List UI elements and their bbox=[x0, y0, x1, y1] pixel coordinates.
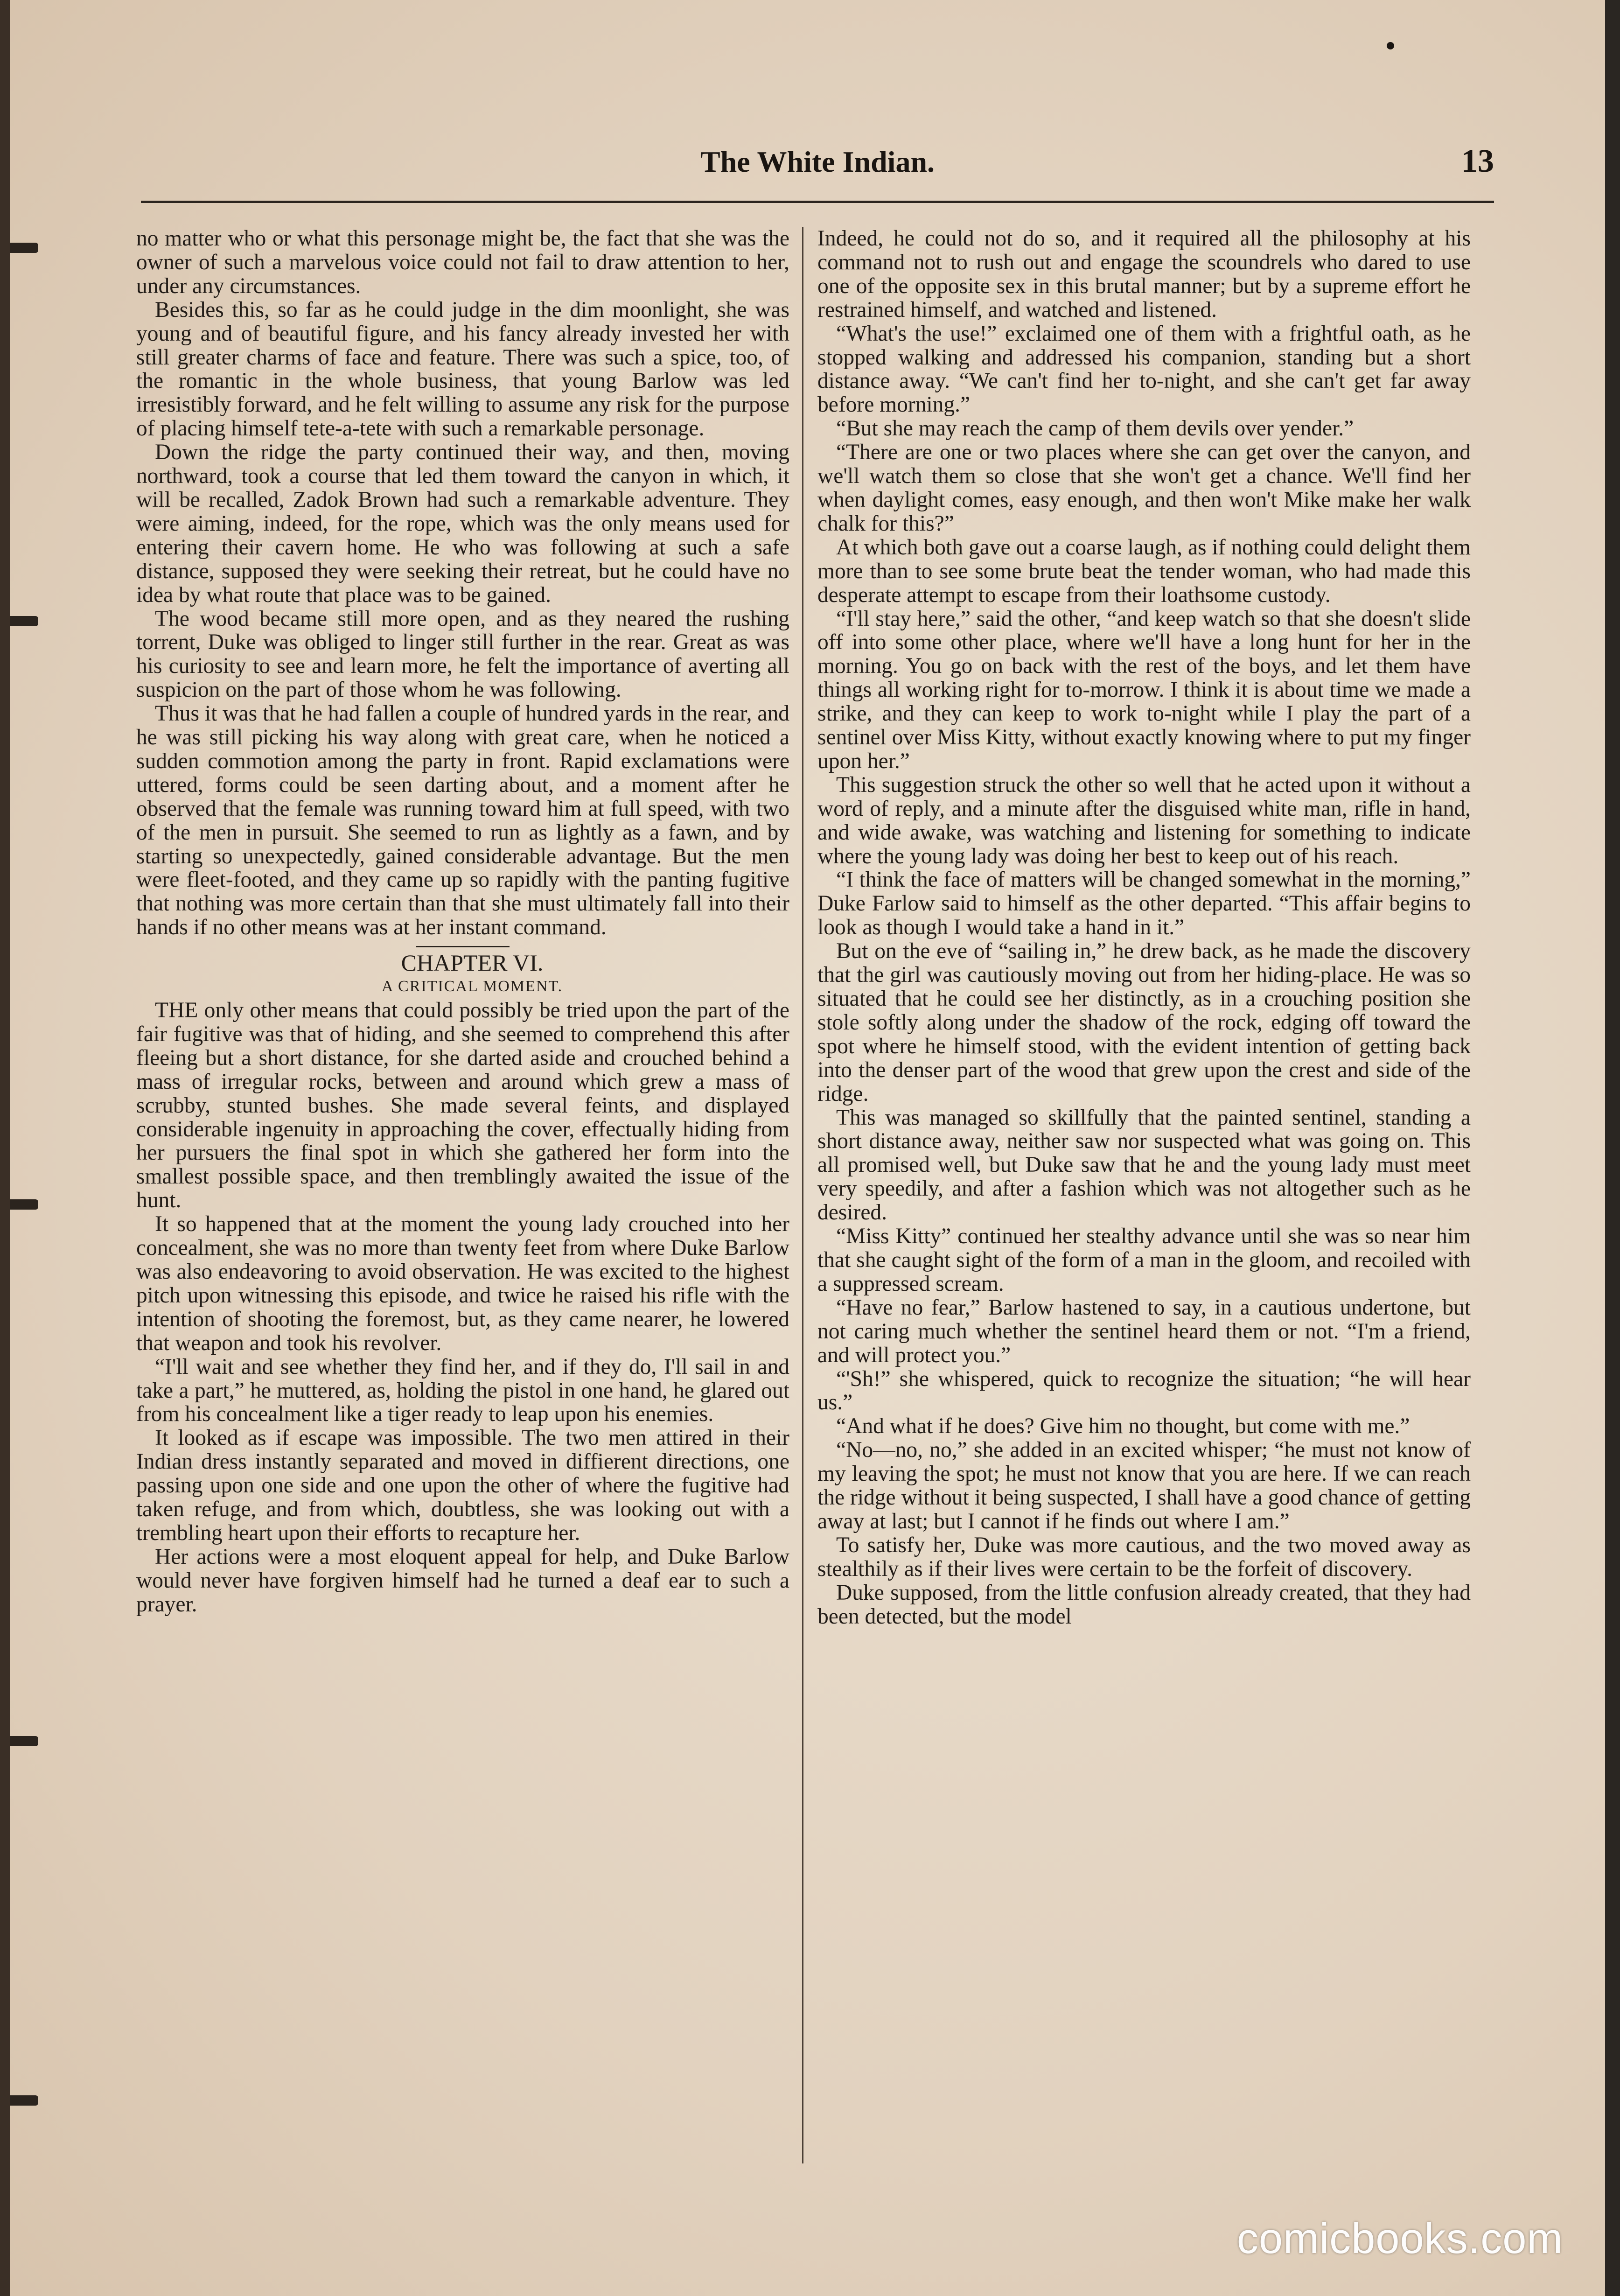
paragraph: “Have no fear,” Barlow hastened to say, in a cautious undertone, but not caring much whether the sentinel heard them or not. “I'm a friend, and will protect you.” bbox=[817, 1295, 1471, 1367]
paragraph: “'Sh!” she whispered, quick to recognize the situation; “he will hear us.” bbox=[817, 1366, 1471, 1415]
paragraph: “I'll stay here,” said the other, “and keep watch so that she doesn't slide off into some other place, where we'll have a long hunt for her in the morning. You go on back with the rest of the boys, and let them have things all working right for to-morrow. I think it is about time we made a strike, and they can keep to work to-night while I play the part of a sentinel over Miss Kitty, without exactly knowing where to put my finger upon her.” bbox=[817, 606, 1471, 773]
magazine-page bbox=[10, 0, 1605, 2296]
chapter-rule bbox=[416, 946, 510, 947]
left-column-chapter-body bbox=[136, 999, 789, 1617]
paragraph: no matter who or what this personage might be, the fact that she was the owner of such a marvelous voice could not fail to draw attention to her, under any circumstances. bbox=[136, 226, 789, 298]
column-divider bbox=[802, 227, 803, 2163]
binding-staple bbox=[10, 243, 38, 253]
binding-staple bbox=[10, 2095, 38, 2106]
paragraph: Indeed, he could not do so, and it required all the philosophy at his command not to rush out and engage the scoundrels who dared to use one of the opposite sex in this brutal manner; but by a supreme effort he restrained himself, and watched and listened. bbox=[817, 226, 1471, 322]
paragraph: It so happened that at the moment the young lady crouched into her concealment, she was no more than twenty feet from where Duke Barlow was also endeavoring to avoid observation. He was excited to the highest pitch upon witnessing this episode, and twice he raised his rifle with the intention of shooting the foremost, but, as they came nearer, he lowered that weapon and took his revolver. bbox=[136, 1212, 789, 1355]
paragraph: “I think the face of matters will be changed somewhat in the morning,” Duke Farlow said to himself as the other departed. “This affair begins to look as though I would take a hand in it.” bbox=[817, 868, 1471, 940]
paragraph: It looked as if escape was impossible. The two men attired in their Indian dress instantly separated and moved in diffierent directions, one passing upon one side and one upon the other of where the fugitive had taken refuge, and from which, doubtless, she was looking out with a trembling heart upon their efforts to recapture her. bbox=[136, 1426, 789, 1545]
chapter-subtitle: A CRITICAL MOMENT. bbox=[381, 978, 563, 995]
page-header bbox=[141, 135, 1494, 196]
paragraph: Besides this, so far as he could judge in the dim moonlight, she was young and of beautiful figure, and his fancy already invested her with still greater charms of face and feature. There was such a spice, too, of the romantic in the whole business, that young Barlow was led irresistibly forward, and he felt willing to assume any risk for the purpose of placing himself tete-a-tete with such a remarkable personage. bbox=[136, 297, 789, 441]
paragraph: THE only other means that could possibly be tried upon the part of the fair fugitive was that of hiding, and she seemed to comprehend this after fleeing but a short distance, for she darted aside and crouched behind a mass of irregular rocks, between and around which grew a mass of scrubby, stunted bushes. She made several feints, and displayed considerable ingenuity in approaching the cover, effectually hiding from her pursuers the final spot in which she gathered her form into the smallest possible space, and then tremblingly awaited the issue of the hunt. bbox=[136, 998, 789, 1213]
paragraph: This suggestion struck the other so well that he acted upon it without a word of reply, and a minute after the disguised white man, rifle in hand, and wide awake, was watching and listening for something to indicate where the young lady was doing her best to keep out of his reach. bbox=[817, 772, 1471, 868]
paragraph: “What's the use!” exclaimed one of them with a frightful oath, as he stopped walking and addressed his companion, standing but a short distance away. “We can't find her to-night, and she can't get far away before morning.” bbox=[817, 321, 1471, 417]
left-column bbox=[136, 227, 789, 1617]
paragraph: “There are one or two places where she can get over the canyon, and we'll watch them so close that she won't get a chance. We'll find her when daylight comes, easy enough, and then won't Mike make her walk chalk for this?” bbox=[817, 440, 1471, 536]
paragraph: “No—no, no,” she added in an excited whisper; “he must not know of my leaving the spot; he must not know that you are here. If we can reach the ridge without it being suspected, I shall have a good chance of getting away at last; but I cannot if he finds out where I am.” bbox=[817, 1438, 1471, 1533]
right-column bbox=[817, 227, 1471, 1628]
binding-edge bbox=[0, 0, 10, 2296]
left-column-body bbox=[136, 227, 789, 939]
paragraph: To satisfy her, Duke was more cautious, and the two moved away as stealthily as if their lives were certain to be the forfeit of discovery. bbox=[817, 1533, 1471, 1581]
binding-staple bbox=[10, 616, 38, 626]
chapter-title: CHAPTER VI. bbox=[401, 950, 544, 976]
ink-speck bbox=[1387, 42, 1394, 49]
paragraph: The wood became still more open, and as they neared the rushing torrent, Duke was obliged to linger still further in the rear. Great as was his curiosity to see and learn more, he felt the importance of averting all suspicion on the part of those whom he was following. bbox=[136, 606, 789, 702]
paragraph: Thus it was that he had fallen a couple of hundred yards in the rear, and he was still picking his way along with great care, when he noticed a sudden commotion among the party in front. Rapid exclamations were uttered, forms could be seen darting about, and a moment after he observed that the female was running toward him at full speed, with two of the men in pursuit. She seemed to run as lightly as a fawn, and by starting so unexpectedly, gained considerable advantage. But the men were fleet-footed, and they came up so rapidly with the panting fugitive that nothing was more certain than that she must ultimately fall into their hands if no other means was at her instant command. bbox=[136, 701, 789, 940]
binding-staple bbox=[10, 1736, 38, 1746]
watermark: comicbooks.com bbox=[1236, 2215, 1563, 2262]
paragraph: “And what if he does? Give him no thought, but come with me.” bbox=[836, 1414, 1410, 1439]
paragraph: But on the eve of “sailing in,” he drew back, as he made the discovery that the girl was cautiously moving out from her hiding-place. He was so situated that he could see her distinctly, as in a crouching position she stole softly along under the shadow of the rock, edging off toward the spot where he himself stood, with the evident intention of getting back into the denser part of the wood that grew upon the crest and side of the ridge. bbox=[817, 939, 1471, 1106]
header-rule bbox=[141, 201, 1494, 203]
paragraph: This was managed so skillfully that the painted sentinel, standing a short distance away, neither saw nor suspected what was going on. This all promised well, but Duke saw that he and the young lady must meet very speedily, and after a fashion which was not altogether such as he desired. bbox=[817, 1105, 1471, 1225]
paragraph: “Miss Kitty” continued her stealthy advance until she was so near him that she caught sight of the form of a man in the gloom, and recoiled with a suppressed scream. bbox=[817, 1224, 1471, 1296]
paragraph: Her actions were a most eloquent appeal for help, and Duke Barlow would never have forgiven himself had he turned a deaf ear to such a prayer. bbox=[136, 1544, 789, 1617]
paragraph: “But she may reach the camp of them devils over yender.” bbox=[836, 416, 1354, 441]
page-number: 13 bbox=[1461, 143, 1494, 179]
right-column-body bbox=[817, 227, 1471, 1628]
binding-staple bbox=[10, 1199, 38, 1210]
paragraph: At which both gave out a coarse laugh, as if nothing could delight them more than to see some brute beat the tender woman, who had made this desperate attempt to escape from their loathsome custody. bbox=[817, 535, 1471, 607]
paragraph: “I'll wait and see whether they find her, and if they do, I'll sail in and take a part,” he muttered, as, holding the pistol in one hand, he glared out from his concealment like a tiger ready to leap upon his enemies. bbox=[136, 1354, 789, 1427]
paragraph: Duke supposed, from the little confusion already created, that they had been detected, but the model bbox=[817, 1580, 1471, 1629]
paragraph: Down the ridge the party continued their way, and then, moving northward, took a course that led them toward the canyon in which, it will be recalled, Zadok Brown had such a remarkable adventure. They were aiming, indeed, for the rope, which was the only means used for entering their cavern home. He who was following at such a safe distance, supposed they were seeking their retreat, but he could have no idea by what route that place was to be gained. bbox=[136, 440, 789, 607]
running-title: The White Indian. bbox=[700, 145, 935, 178]
